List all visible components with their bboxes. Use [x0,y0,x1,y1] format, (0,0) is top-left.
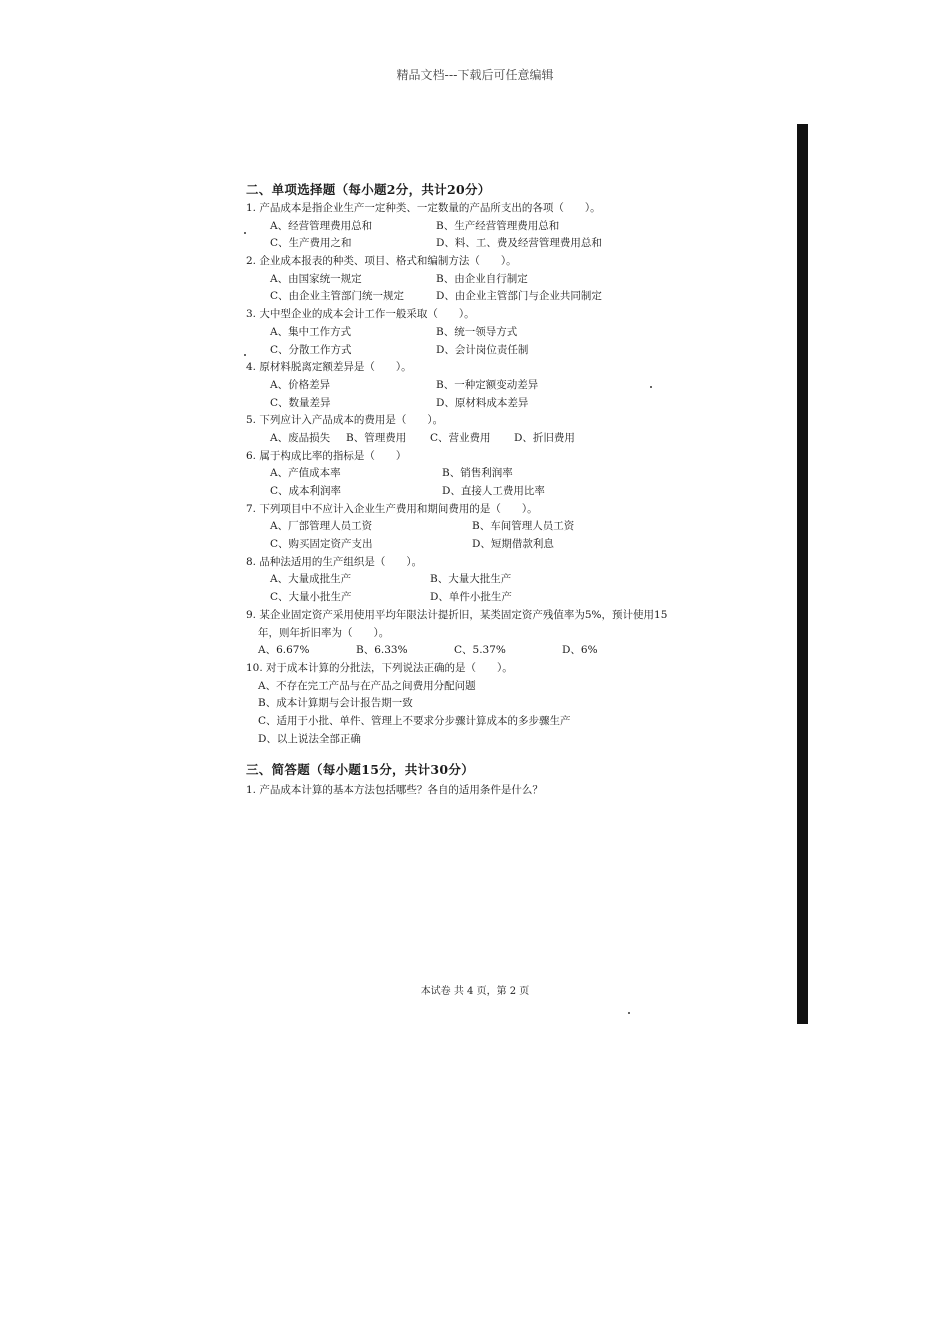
question-7-option-a: A、厂部管理人员工资 [270,520,373,533]
question-5-option-d: D、折旧费用 [514,431,575,444]
question-9-stem: 9. 某企业固定资产采用使用平均年限法计提折旧，某类固定资产残值率为5%，预计使用15 [246,608,668,621]
question-9-options-row [246,642,746,660]
question-2-option-a: A、由国家统一规定 [270,272,362,285]
question-5-option-a: A、废品损失 [270,431,331,444]
short-answer-question-1: 1. 产品成本计算的基本方法包括哪些？各自的适用条件是什么？ [246,784,543,797]
section3-title: 三、简答题（每小题15分，共计30分） [246,762,474,778]
question-7-options-row1 [246,518,746,536]
question-8-option-b: B、大量大批生产 [430,573,512,586]
question-9-option-c: C、5.37% [454,644,506,657]
question-6-options-row1 [246,465,746,483]
question-8-option-d: D、单件小批生产 [430,591,512,604]
question-3-stem: 3. 大中型企业的成本会计工作一般采取（ ）。 [246,308,475,321]
question-1-options-row2 [246,235,746,253]
scan-speck [244,232,246,234]
question-5-option-c: C、营业费用 [430,431,491,444]
question-5-option-b: B、管理费用 [346,431,407,444]
question-9-option-d: D、6% [562,644,598,657]
scan-edge-bar [797,124,808,1024]
exam-sheet [246,180,746,800]
question-10-stem: 10. 对于成本计算的分批法，下列说法正确的是（ ）。 [246,661,513,674]
question-1-option-a: A、经营管理费用总和 [270,219,373,232]
question-7-stem: 7. 下列项目中不应计入企业生产费用和期间费用的是（ ）。 [246,502,538,515]
page-footer: 本试卷 共 4 页，第 2 页 [420,986,530,997]
question-4-option-b: B、一种定额变动差异 [436,378,539,391]
section2-title: 二、单项选择题（每小题2分，共计20分） [246,182,491,197]
question-3-option-b: B、统一领导方式 [436,325,518,338]
question-3-option-c: C、分散工作方式 [270,343,352,356]
question-2-options-row1 [246,271,746,289]
question-6-option-d: D、直接人工费用比率 [442,485,545,497]
question-1-stem: 1. 产品成本是指企业生产一定种类、一定数量的产品所支出的各项（ ）。 [246,202,601,214]
question-10-option-d: D、以上说法全部正确 [258,732,361,745]
question-6-option-b: B、销售利润率 [442,467,513,480]
page-watermark: 精品文档---下载后可任意编辑 [396,68,554,82]
scan-speck [628,1012,630,1014]
question-8-option-c: C、大量小批生产 [270,591,352,604]
question-7-option-b: B、车间管理人员工资 [472,520,575,533]
question-3-options-row1 [246,324,746,342]
question-7-option-d: D、短期借款利息 [472,538,554,551]
question-10-option-c: C、适用于小批、单件、管理上不要求分步骤计算成本的多步骤生产 [258,714,571,727]
question-2-option-c: C、由企业主管部门统一规定 [270,290,405,303]
section-gap [246,748,746,760]
question-7-option-c: C、购买固定资产支出 [270,538,373,551]
question-1-option-d: D、料、工、费及经营管理费用总和 [436,237,602,250]
question-2-option-b: B、由企业自行制定 [436,272,528,285]
question-6-option-c: C、成本利润率 [270,485,342,497]
question-2-option-d: D、由企业主管部门与企业共同制定 [436,290,602,303]
question-8-option-a: A、大量成批生产 [270,573,352,586]
question-5-options-row [246,430,746,448]
scan-speck [244,354,246,356]
question-4-option-c: C、数量差异 [270,396,331,409]
question-10-option-a: A、不存在完工产品与在产品之间费用分配问题 [258,679,476,692]
question-4-option-a: A、价格差异 [270,378,331,391]
question-7-options-row2 [246,536,746,554]
question-6-stem: 6. 属于构成比率的指标是（ ） [246,449,407,462]
question-3-options-row2 [246,342,746,360]
question-1-options-row1 [246,218,746,236]
question-9-stem-continued: 年，则年折旧率为（ ）。 [258,626,390,639]
question-9-option-a: A、6.67% [258,644,310,657]
question-2-stem: 2. 企业成本报表的种类、项目、格式和编制方法（ ）。 [246,255,517,268]
question-8-stem: 8. 品种法适用的生产组织是（ ）。 [246,555,423,568]
question-1-option-c: C、生产费用之和 [270,237,352,250]
question-6-options-row2 [246,483,746,501]
question-4-stem: 4. 原材料脱离定额差异是（ ）。 [246,361,412,374]
question-1-option-b: B、生产经营管理费用总和 [436,219,560,232]
question-9-option-b: B、6.33% [356,644,408,657]
question-8-options-row2 [246,589,746,607]
question-5-stem: 5. 下列应计入产品成本的费用是（ ）。 [246,414,444,427]
question-4-options-row2 [246,395,746,413]
question-3-option-d: D、会计岗位责任制 [436,343,529,356]
question-10-option-b: B、成本计算期与会计报告期一致 [258,697,413,710]
scan-speck [650,386,652,388]
question-4-option-d: D、原材料成本差异 [436,396,529,409]
question-3-option-a: A、集中工作方式 [270,325,352,338]
question-6-option-a: A、产值成本率 [270,467,341,480]
question-4-options-row1 [246,377,746,395]
question-8-options-row1 [246,571,746,589]
question-2-options-row2 [246,288,746,306]
